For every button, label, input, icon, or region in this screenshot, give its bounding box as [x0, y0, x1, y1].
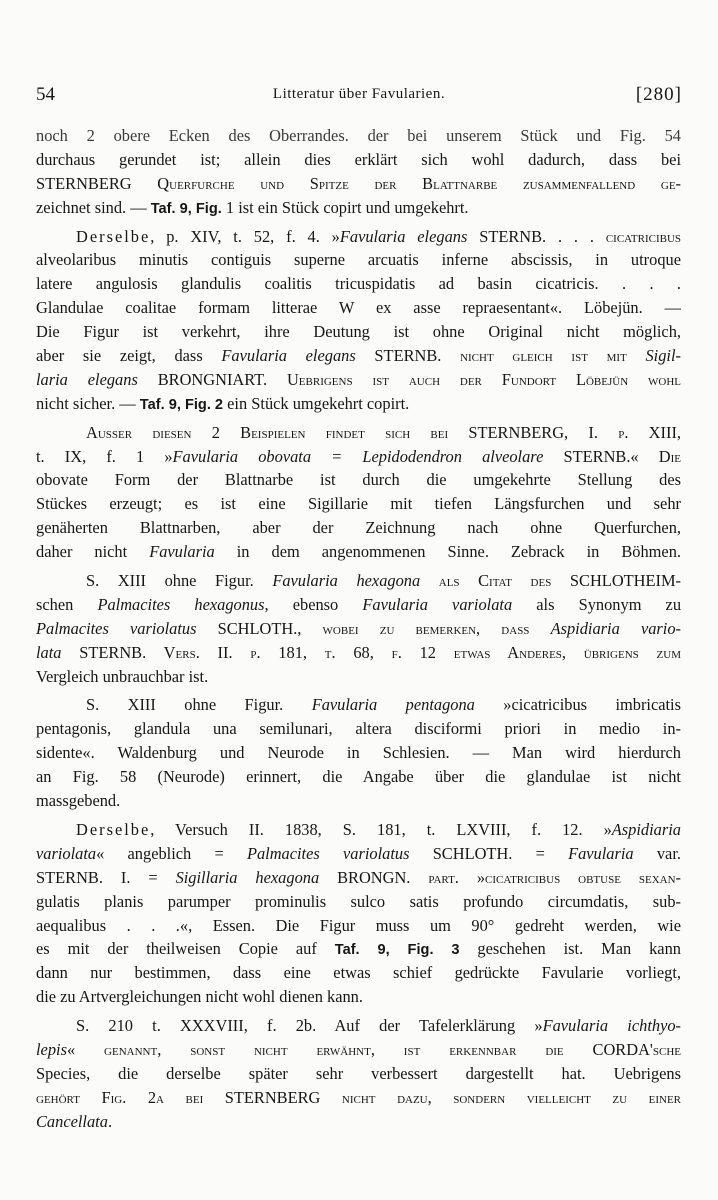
body-text — [36, 124, 681, 1134]
text-line: schen Palmacites hexagonus, ebenso Favularia variolata als Synonym zu — [36, 594, 681, 614]
text-line: latere angulosis glandulis coalitis tricuspidatis ad basin cicatricis. . . . — [36, 274, 681, 294]
text-line: Vergleich unbrauchbar ist. — [36, 666, 209, 686]
text-line: die zu Artvergleichungen nicht wohl dienen kann. — [36, 987, 363, 1007]
text-line: aequalibus . . .«, Essen. Die Figur muss um 90° gedreht werden, wie — [36, 915, 681, 935]
text-line: lepis« genannt, sonst nicht erwähnt, ist erkennbar die CORDA'sche — [36, 1039, 681, 1059]
plate-reference: Taf. 9, Fig. 3 — [334, 942, 460, 959]
text-line: variolata« angeblich = Palmacites variolatus SCHLOTH. = Favularia var. — [36, 843, 681, 863]
text-line: Cancellata. — [36, 1111, 113, 1131]
running-title: Litteratur über Favularien. — [272, 86, 446, 102]
text-line: sidente«. Waldenburg und Neurode in Schlesien. — Man wird hierdurch — [36, 743, 681, 763]
page-number: 54 — [36, 84, 55, 105]
text-line: es mit der theilweisen Copie auf Taf. 9, Fig. 3 geschehen ist. Man kann — [36, 939, 681, 959]
text-line: STERNB. I. = Sigillaria hexagona BRONGN. part. »cicatricibus obtuse sexan- — [36, 867, 681, 887]
text-line: Derselbe, p. XIV, t. 52, f. 4. »Favularia elegans STERNB. . . . cicatricibus — [76, 226, 681, 246]
text-line: aber sie zeigt, dass Favularia elegans STERNB. nicht gleich ist mit Sigil- — [36, 346, 681, 366]
text-line: alveolaribus minutis contiguis superne arcuatis inferne abscissis, in utroque — [36, 250, 681, 270]
text-line: noch 2 obere Ecken des Oberrandes. der bei unserem Stück und Fig. 54 — [36, 126, 681, 145]
text-line: gehört Fig. 2a bei STERNBERG nicht dazu, sondern vielleicht zu einer — [36, 1087, 681, 1107]
text-line: Die Figur ist verkehrt, ihre Deutung ist ohne Original nicht möglich, — [36, 322, 681, 342]
plate-reference: Taf. 9, Fig. 2 — [139, 396, 224, 413]
text-line: genäherten Blattnarben, aber der Zeichnung nach ohne Querfurchen, — [36, 518, 681, 538]
text-line: obovate Form der Blattnarbe ist durch die umgekehrte Stellung des — [36, 470, 681, 490]
text-line: Ausser diesen 2 Beispielen findet sich bei STERNBERG, I. p. XIII, — [86, 422, 681, 442]
text-line: Derselbe, Versuch II. 1838, S. 181, t. LXVIII, f. 12. »Aspidiaria — [76, 819, 681, 839]
plate-reference: Taf. 9, Fig. — [150, 200, 222, 217]
text-line: t. IX, f. 1 »Favularia obovata = Lepidodendron alveolare STERNB.« Die — [36, 446, 681, 466]
text-line: Species, die derselbe später sehr verbessert dargestellt hat. Uebrigens — [36, 1063, 681, 1083]
text-line: nicht sicher. — Taf. 9, Fig. 2 ein Stück umgekehrt copirt. — [36, 393, 410, 413]
text-line: dann nur bestimmen, dass eine etwas schief gedrückte Favularie vorliegt, — [36, 963, 681, 983]
text-line: an Fig. 58 (Neurode) erinnert, die Angabe über die glandulae ist nicht — [36, 767, 681, 787]
page-header — [36, 84, 682, 114]
text-line: daher nicht Favularia in dem angenommenen Sinne. Zebrack in Böhmen. — [36, 542, 681, 562]
section-number: [280] — [635, 84, 682, 105]
text-line: laria elegans BRONGNIART. Uebrigens ist auch der Fundort Löbejün wohl — [36, 369, 681, 389]
text-line: STERNBERG Querfurche und Spitze der Blattnarbe zusammenfallend ge- — [36, 173, 681, 193]
text-line: S. 210 t. XXXVIII, f. 2b. Auf der Tafelerklärung »Favularia ichthyo- — [76, 1016, 681, 1036]
text-line: zeichnet sind. — Taf. 9, Fig. 1 ist ein Stück copirt und umgekehrt. — [36, 197, 469, 217]
text-line: Palmacites variolatus SCHLOTH., wobei zu bemerken, dass Aspidiaria vario- — [36, 618, 681, 638]
text-line: Stückes erzeugt; es ist eine Sigillarie mit tiefen Längsfurchen und sehr — [36, 494, 681, 514]
text-line: durchaus gerundet ist; allein dies erklärt sich wohl dadurch, dass bei — [36, 149, 681, 169]
text-line: Glandulae coalitae formam litterae W ex asse repraesentant«. Löbejün. — — [36, 298, 681, 318]
text-line: S. XIII ohne Figur. Favularia hexagona als Citat des SCHLOTHEIM- — [86, 571, 681, 591]
text-line: S. XIII ohne Figur. Favularia pentagona »cicatricibus imbricatis — [86, 695, 681, 715]
text-line: pentagonis, glandula una semilunari, altera disciformi priori in medio in- — [36, 719, 681, 739]
text-line: massgebend. — [36, 791, 121, 811]
text-line: lata STERNB. Vers. II. p. 181, t. 68, f. 12 etwas Anderes, übrigens zum — [36, 642, 681, 662]
text-line: gulatis planis parumper prominulis sulco satis profundo circumdatis, sub- — [36, 891, 681, 911]
